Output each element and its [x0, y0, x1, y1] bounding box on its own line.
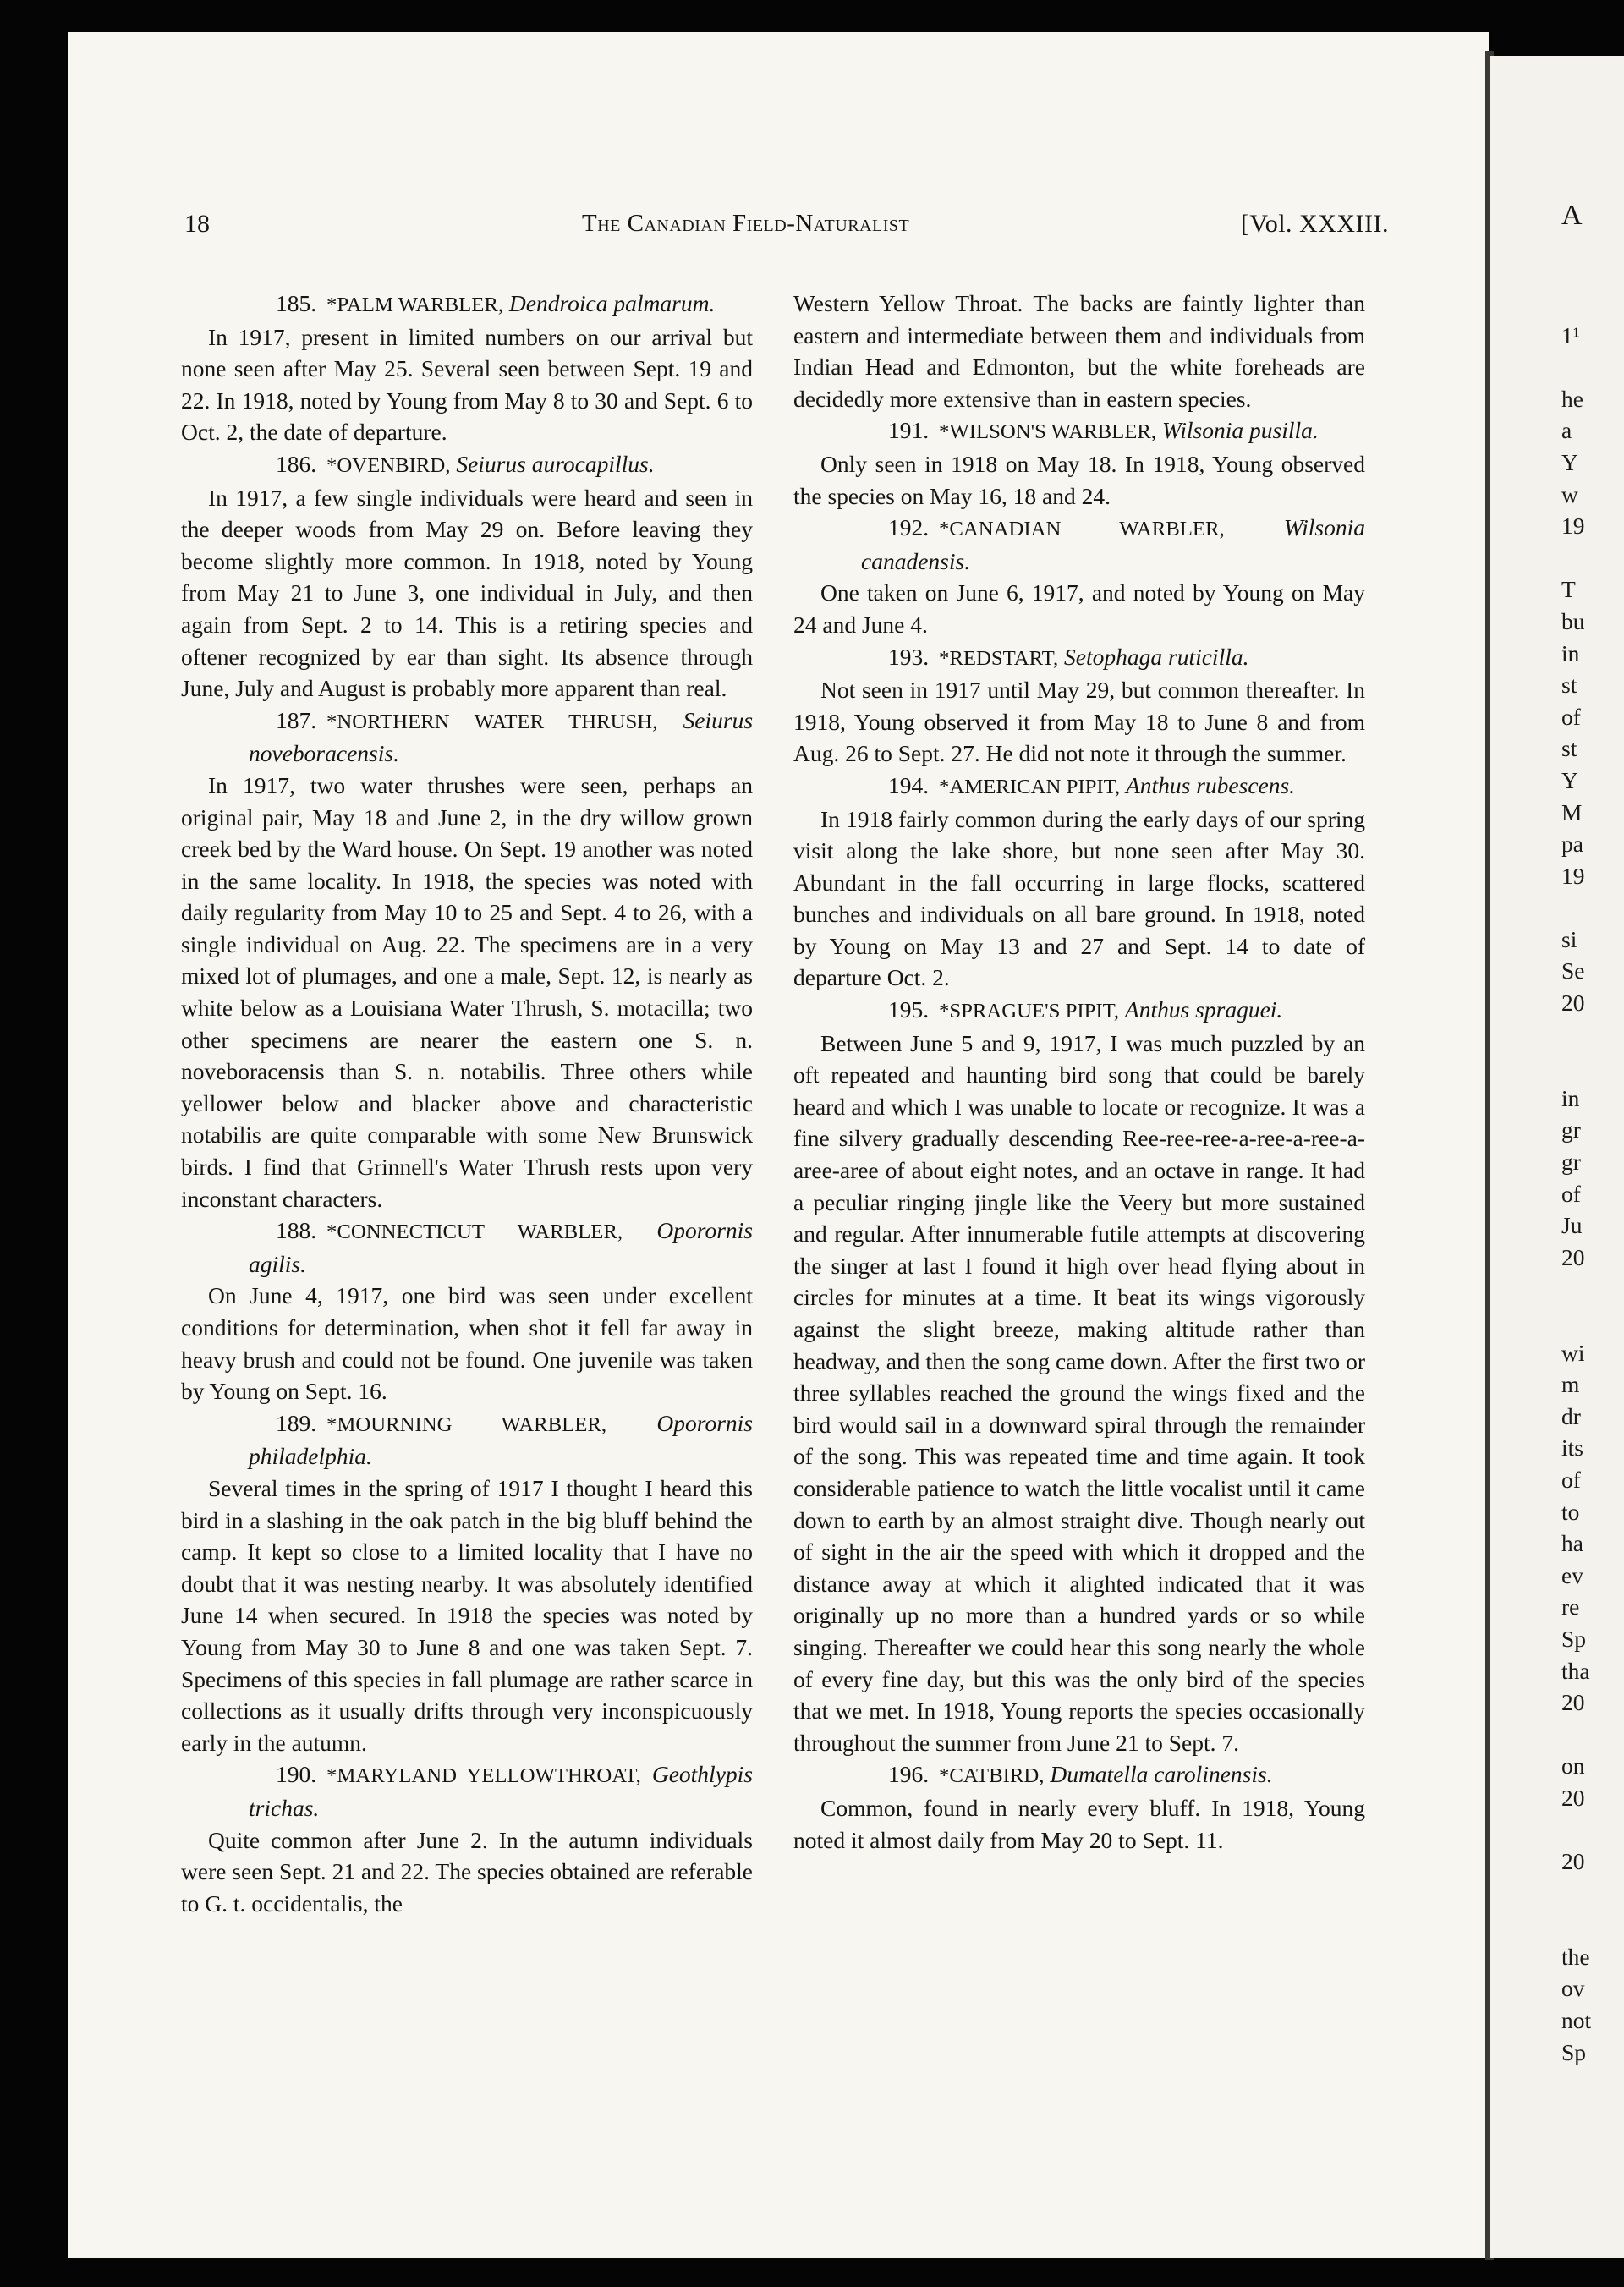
- facing-line-fragment: Sp: [1561, 1625, 1587, 1652]
- facing-line-fragment: on: [1561, 1752, 1585, 1780]
- species-entry-heading: [181, 448, 753, 482]
- facing-line-fragment: a: [1561, 417, 1572, 444]
- species-paragraph: Not seen in 1917 until May 29, but common thereafter. In 1918, Young observed it from May 18 to June 8 and from Aug. 26 to Sept. 27. He did not note it through the summer.: [793, 677, 1365, 767]
- species-entry-heading: [793, 994, 1365, 1028]
- facing-line-fragment: [1561, 1273, 1624, 1305]
- facing-line-fragment: re: [1561, 1593, 1580, 1621]
- species-common-name: *CANADIAN WARBLER,: [939, 518, 1225, 541]
- facing-line-fragment: 19: [1561, 513, 1585, 540]
- facing-line-fragment: [1561, 288, 1624, 320]
- facing-line-fragment: Sp: [1561, 2038, 1587, 2065]
- running-head: [184, 210, 1389, 252]
- facing-line-fragment: 20: [1561, 1784, 1585, 1811]
- facing-line-fragment: Y: [1561, 766, 1578, 793]
- facing-line-fragment: gr: [1561, 1149, 1581, 1176]
- species-common-name: *NORTHERN WATER THRUSH,: [326, 710, 658, 733]
- species-paragraph: In 1917, two water thrushes were seen, perhaps an original pair, May 18 and June 2, in the dry willow grown creek bed by the Ward house. On Sept. 19 another was noted in the same locality. In 1918, the species was noted with daily regularity from May 10 to 25 and Sept. 4 to 26, with a single individual on Aug. 22. The specimens are in a very mixed lot of plumages, and one a male, Sept. 12, is nearly as white below as a Louisiana Water Thrush, S. motacilla; two other specimens are nearer the eastern one S. n. noveboracensis than S. n. notabilis. Three others while yellower below and blacker above and characteristic notabilis are quite comparable with some New Brunswick birds. I find that Grinnell's Water Thrush rests upon very inconstant characters.: [181, 771, 753, 1212]
- facing-line-fragment: Y: [1561, 448, 1578, 475]
- facing-line-fragment: [1561, 891, 1624, 924]
- facing-line-fragment: [1561, 1909, 1624, 1941]
- species-paragraph: In 1917, a few single individuals were heard and seen in the deeper woods from May 29 on. Before leaving they become slightly more common. In 1918, noted by Young from May 21 to June 3, one individual in July, and then again from Sept. 2 to 14. This is a retiring species and oftener recognized by ear than sight. Its absence through June, July and August is probably more apparent than real.: [181, 484, 753, 702]
- facing-line-fragment: in: [1561, 1084, 1580, 1111]
- facing-page-header-fragment: A: [1561, 200, 1583, 231]
- facing-line-fragment: 19: [1561, 862, 1585, 889]
- facing-line-fragment: st: [1561, 735, 1577, 762]
- species-scientific-name: Oporornis philadelphia.: [249, 1409, 753, 1470]
- species-common-name: *PALM WARBLER,: [326, 293, 504, 316]
- facing-line-fragment: he: [1561, 385, 1583, 412]
- species-common-name: *OVENBIRD,: [326, 453, 451, 477]
- species-number: 192.: [888, 514, 930, 541]
- species-scientific-name: Wilsonia canadensis.: [861, 514, 1365, 574]
- species-number: 187.: [276, 706, 317, 733]
- facing-line-fragment: [1561, 542, 1624, 574]
- species-paragraph: Quite common after June 2. In the autumn individuals were seen Sept. 21 and 22. The species obtained are referable to G. t. occidentalis, the: [181, 1826, 754, 1917]
- facing-line-fragment: w: [1561, 480, 1578, 507]
- species-common-name: *CONNECTICUT WARBLER,: [326, 1220, 623, 1244]
- species-number: 195.: [888, 996, 930, 1023]
- species-number: 196.: [888, 1761, 930, 1788]
- page-number: 18: [184, 210, 210, 238]
- facing-line-fragment: T: [1561, 576, 1576, 603]
- species-common-name: *MOURNING WARBLER,: [326, 1412, 607, 1436]
- species-entry-heading: [793, 1758, 1365, 1792]
- species-paragraph: On June 4, 1917, one bird was seen under excellent conditions for determination, when shot it fell far away in heavy brush and could not be found. One juvenile was taken by Young on Sept. 16.: [181, 1282, 753, 1405]
- journal-title: The Canadian Field-Naturalist: [582, 210, 910, 237]
- facing-line-fragment: [1561, 1878, 1624, 1910]
- facing-line-fragment: [1561, 1305, 1624, 1337]
- facing-line-fragment: 20: [1561, 990, 1585, 1017]
- left-column: [181, 288, 753, 1919]
- species-scientific-name: Wilsonia pusilla.: [1161, 417, 1319, 444]
- species-number: 188.: [276, 1217, 317, 1244]
- facing-line-fragment: not: [1561, 2007, 1592, 2034]
- species-scientific-name: Anthus rubescens.: [1125, 771, 1296, 798]
- facing-line-fragment: ha: [1561, 1530, 1583, 1557]
- species-paragraph: Common, found in nearly every bluff. In 1918, Young noted it almost daily from May 20 to Sept. 11.: [793, 1794, 1365, 1853]
- species-scientific-name: Seiurus noveboracensis.: [249, 706, 754, 767]
- species-paragraph: Only seen in 1918 on May 18. In 1918, Young observed the species on May 16, 18 and 24.: [793, 450, 1365, 509]
- species-common-name: *MARYLAND YELLOWTHROAT,: [326, 1764, 641, 1788]
- species-scientific-name: Oporornis agilis.: [249, 1217, 753, 1277]
- facing-line-fragment: dr: [1561, 1402, 1581, 1429]
- facing-line-fragment: Ju: [1561, 1212, 1583, 1239]
- species-number: 194.: [888, 771, 930, 798]
- species-entry-heading: [181, 288, 753, 321]
- facing-line-fragment: 20: [1561, 1848, 1585, 1875]
- continued-paragraph: Western Yellow Throat. The backs are faintly lighter than eastern and intermediate between them and individuals from Indian Head and Edmonton, but the white foreheads are decidedly more extensive than in eastern species.: [793, 290, 1365, 412]
- species-entry-heading: [793, 414, 1365, 448]
- facing-line-fragment: gr: [1561, 1116, 1581, 1144]
- facing-line-fragment: si: [1561, 925, 1577, 952]
- facing-line-fragment: 20: [1561, 1689, 1585, 1716]
- facing-line-fragment: bu: [1561, 607, 1585, 634]
- facing-line-fragment: in: [1561, 639, 1580, 666]
- facing-line-fragment: 1¹: [1561, 321, 1580, 348]
- species-scientific-name: Anthus spraguei.: [1124, 996, 1283, 1023]
- species-entry-heading: [181, 1407, 753, 1473]
- facing-line-fragment: 20: [1561, 1243, 1585, 1270]
- species-number: 186.: [276, 450, 317, 477]
- species-entry-heading: [793, 641, 1365, 675]
- facing-line-fragment: of: [1561, 1466, 1581, 1493]
- facing-line-fragment: its: [1561, 1434, 1583, 1462]
- species-paragraph: One taken on June 6, 1917, and noted by Young on May 24 and June 4.: [793, 579, 1365, 638]
- facing-line-fragment: M: [1561, 798, 1583, 825]
- volume-label: [Vol. XXXIII.: [1240, 210, 1389, 238]
- species-paragraph: Between June 5 and 9, 1917, I was much puzzled by an oft repeated and haunting bird song that could be barely heard and which I was unable to locate or recognize. It was a fine silvery gradually descending Ree-ree-ree-a-ree-a-ree-a-aree-aree of about eight notes, and an octave in range. It had a peculiar ringing jingle like the Veery but more sustained and regular. After innumerable futile attempts at discovering the singer at last I found it high over head flying about in circles for minutes at a time. It beat its wings vigorously against the slight breeze, making altitude rather than headway, and then the song came down. After the first two or three syllables reached the ground the wings fixed and the bird would sail in a downward spiral through the remainder of the song. This was repeated time and time again. It took considerable patience to watch the little vocalist until it came down to earth by an almost straight dive. Though nearly out of sight in the air the speed with which it dropped and the distance away at which it alighted indicated that it was originally up no more than a hundred yards or so while singing. Thereafter we could hear this song nearly the whole of every fine day, but this was the only bird of the species that we met. In 1918, Young reports the species occasionally throughout the summer from June 21 to Sept. 7.: [793, 1029, 1365, 1756]
- right-column: [793, 288, 1365, 1856]
- facing-line-fragment: ov: [1561, 1975, 1585, 2002]
- species-paragraph: Several times in the spring of 1917 I thought I heard this bird in a slashing in the oak patch in the big bluff behind the camp. It kept so close to a limited locality that I have no doubt that it was nesting nearby. It was absolutely identified June 14 when secured. In 1918 the species was noted by Young from May 30 to June 8 and one was taken Sept. 7. Specimens of this species in fall plumage are rather scarce in collections as it usually drifts through very inconspicuously early in the autumn.: [181, 1474, 753, 1756]
- facing-line-fragment: m: [1561, 1371, 1580, 1398]
- facing-line-fragment: [1561, 1814, 1624, 1846]
- species-entry-heading: [181, 705, 753, 770]
- species-scientific-name: Dumatella carolinensis.: [1050, 1761, 1273, 1788]
- facing-line-fragment: ev: [1561, 1561, 1583, 1588]
- species-number: 190.: [276, 1761, 317, 1788]
- facing-line-fragment: st: [1561, 672, 1577, 699]
- species-scientific-name: Setophaga ruticilla.: [1064, 643, 1249, 670]
- species-entry-heading: [181, 1758, 753, 1824]
- species-paragraph: In 1918 fairly common during the early days of our spring visit along the lake shore, but none seen after May 30. Abundant in the fall occurring in large flocks, scattered bunches and individuals on all bare ground. In 1918, noted by Young on May 13 and 27 and Sept. 14 to date of departure Oct. 2.: [793, 805, 1365, 991]
- facing-line-fragment: tha: [1561, 1657, 1590, 1684]
- species-common-name: *WILSON'S WARBLER,: [939, 420, 1157, 444]
- species-entry-heading: [181, 1215, 753, 1280]
- facing-line-fragment: the: [1561, 1943, 1590, 1970]
- species-number: 185.: [276, 290, 317, 316]
- facing-line-fragment: of: [1561, 703, 1581, 730]
- species-common-name: *SPRAGUE'S PIPIT,: [939, 1000, 1120, 1023]
- facing-line-fragment: pa: [1561, 831, 1583, 858]
- facing-line-fragment: [1561, 1019, 1624, 1051]
- species-entry-heading: [793, 512, 1365, 577]
- species-scientific-name: Dendroica palmarum.: [508, 290, 716, 316]
- species-paragraph: In 1917, present in limited numbers on our arrival but none seen after May 25. Several seen between Sept. 19 and 22. In 1918, noted by Young from May 8 to 30 and Sept. 6 to Oct. 2, the date of departure.: [181, 323, 753, 446]
- facing-line-fragment: [1561, 1050, 1624, 1083]
- species-common-name: *CATBIRD,: [939, 1764, 1045, 1788]
- facing-page-text-fragments: [1561, 288, 1624, 2068]
- species-entry-heading: [793, 770, 1365, 803]
- facing-line-fragment: to: [1561, 1498, 1580, 1525]
- species-number: 193.: [888, 643, 930, 670]
- facing-line-fragment: wi: [1561, 1339, 1585, 1366]
- species-common-name: *REDSTART,: [939, 646, 1059, 670]
- species-common-name: *AMERICAN PIPIT,: [939, 775, 1121, 798]
- facing-line-fragment: [1561, 351, 1624, 383]
- species-scientific-name: Geothlypis trichas.: [249, 1761, 753, 1821]
- facing-line-fragment: of: [1561, 1180, 1581, 1207]
- facing-line-fragment: Se: [1561, 957, 1585, 984]
- species-scientific-name: Seiurus aurocapillus.: [456, 450, 655, 477]
- facing-line-fragment: [1561, 1719, 1624, 1751]
- species-number: 189.: [276, 1409, 317, 1436]
- species-number: 191.: [888, 417, 930, 444]
